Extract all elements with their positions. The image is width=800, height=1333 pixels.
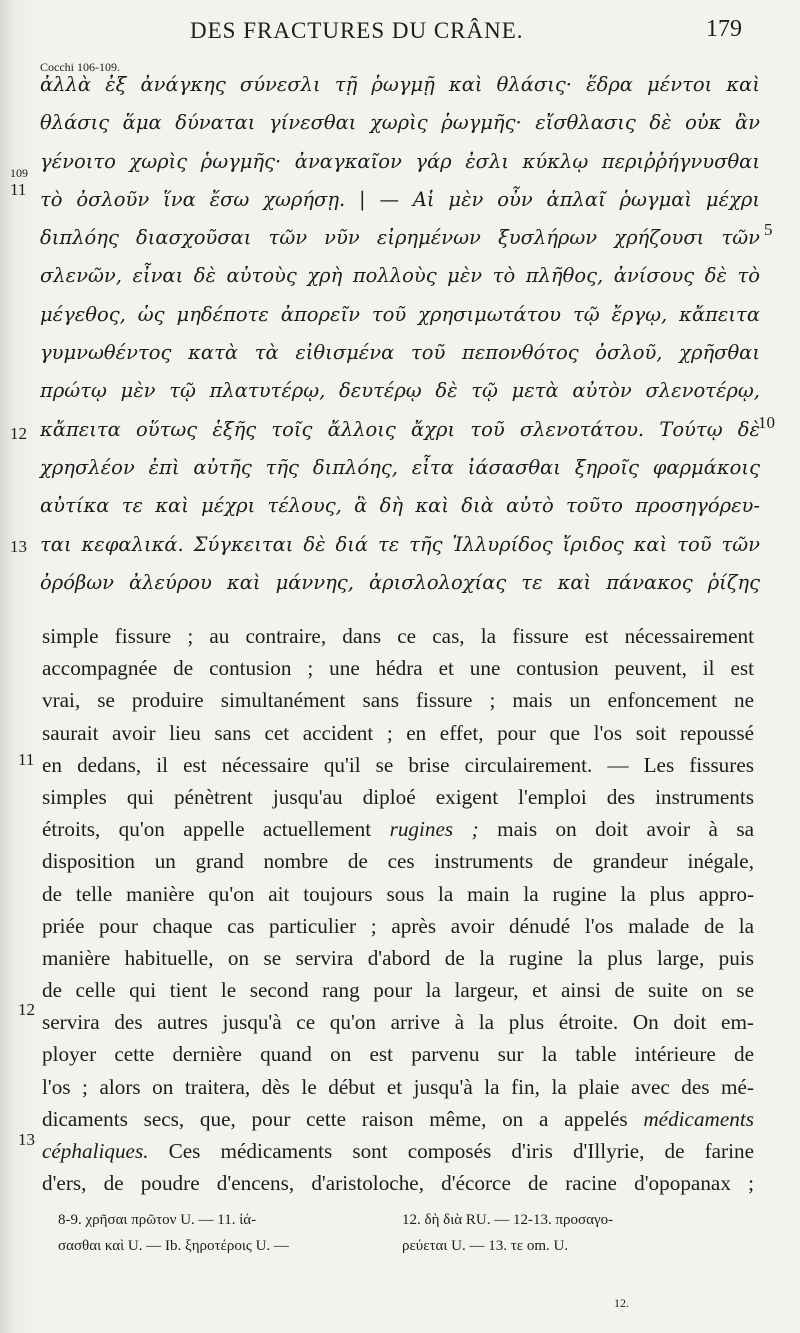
french-line	[42, 1103, 754, 1135]
french-line: disposition un grand nombre de ces instruments de grandeur inégale,	[42, 849, 754, 874]
greek-line: θλάσις ἅμα δύναται γίνεσθαι χωρὶς ῥωγμῆς· εἴσθλασις δὲ οὐκ ἂν	[40, 111, 760, 135]
french-line: de telle manière qu'on ait toujours sous la main la rugine la plus appro-	[42, 881, 754, 906]
line-marker-left: 11	[10, 180, 27, 199]
french-line: manière habituelle, on se servira d'abord de la rugine la plus large, puis	[42, 945, 754, 970]
french-line: servira des autres jusqu'à ce qu'on arrive à la plus étroite. On doit em-	[42, 1010, 754, 1035]
italic-term: céphaliques.	[42, 1139, 149, 1163]
greek-line: ται κεφαλικά. Σύγκειται δὲ διά τε τῆς Ἰλλυρίδος ἴριδος καὶ τοῦ τῶν	[40, 532, 760, 556]
italic-term: médicaments	[643, 1106, 754, 1131]
italic-term: rugines ;	[389, 817, 479, 842]
french-line: l'os ; alors on traitera, dès le début et jusqu'à la fin, la plaie avec des mé-	[42, 1074, 754, 1099]
page-number: 179	[706, 16, 742, 42]
greek-line: μέγεθος, ὡς μηδέποτε ἀπορεῖν τοῦ χρησιμωτάτου τῷ ἔργῳ, κἄπειτα	[40, 302, 760, 326]
running-title: DES FRACTURES DU CRÂNE.	[190, 18, 524, 43]
greek-line: πρώτῳ μὲν τῷ πλατυτέρῳ, δευτέρῳ δὲ τῷ μετὰ αὐτὸν σλενοτέρῳ,	[40, 379, 760, 403]
greek-line: χρησλέον ἐπὶ αὐτῆς τῆς διπλόης, εἶτα ἰάσασθαι ξηροῖς φαρμάκοις	[40, 455, 760, 479]
line-count-right: 10	[758, 413, 775, 432]
french-text: Ces médicaments sont composés d'iris d'Illyrie, de farine	[168, 1139, 754, 1163]
french-line: en dedans, il est nécessaire qu'il se brise circulairement. — Les fissures	[42, 752, 754, 777]
line-count-right: 5	[764, 220, 773, 239]
french-line: saurait avoir lieu sans cet accident ; en effet, pour que l'os soit repoussé	[42, 720, 754, 745]
footnote-line: 12. δὴ διὰ RU. — 12-13. προσαγο-	[402, 1212, 614, 1228]
footnote-line: ρεύεται U. — 13. τε om. U.	[402, 1238, 569, 1254]
french-line: priée pour chaque cas particulier ; après avoir dénudé l'os malade de la	[42, 913, 754, 938]
french-line: d'ers, de poudre d'encens, d'aristoloche, d'écorce de racine d'opopanax ;	[42, 1171, 754, 1196]
footnote-line: 8-9. χρῆσαι πρῶτον U. — 11. ἰά-	[58, 1212, 257, 1228]
greek-line: διπλόης διασχοῦσαι τῶν νῦν εἰρημένων ξυσλήρων χρήζουσι τῶν	[40, 226, 760, 250]
french-translation-block	[42, 620, 754, 1199]
french-line: accompagnée de contusion ; une hédra et une contusion peuvent, il est	[42, 656, 754, 681]
greek-line: γένοιτο χωρὶς ῥωγμῆς· ἀναγκαῖον γάρ ἐσλι κύκλῳ περιῤῥήγνυσθαι	[40, 149, 760, 173]
french-line	[42, 1135, 754, 1167]
french-text: dicaments secs, que, pour cette raison même, on a appelés	[42, 1106, 628, 1131]
french-line	[42, 813, 754, 845]
french-line: vrai, se produire simultanément sans fissure ; mais un enfoncement ne	[42, 688, 754, 713]
french-line: simple fissure ; au contraire, dans ce cas, la fissure est nécessairement	[42, 624, 754, 648]
edition-citation: Cocchi 106-109.	[40, 60, 120, 74]
signature-mark: 12.	[614, 1296, 629, 1310]
greek-line: γυμνωθέντος κατὰ τὰ εἰθισμένα τοῦ πεπονθότος ὀσλοῦ, χρῆσθαι	[40, 341, 760, 365]
french-line: ployer cette dernière quand on est parvenu sur la table intérieure de	[42, 1042, 754, 1067]
line-marker-left: 13	[18, 1130, 35, 1149]
line-marker-left: 12	[18, 1000, 35, 1019]
greek-line: αὐτίκα τε καὶ μέχρι τέλους, ἃ δὴ καὶ διὰ αὐτὸ τοῦτο προσηγόρευ-	[40, 494, 760, 518]
running-header	[40, 16, 760, 50]
greek-line: κἄπειτα οὕτως ἑξῆς τοῖς ἄλλοις ἄχρι τοῦ σλενοτάτου. Τούτῳ δὲ	[40, 417, 760, 441]
french-line: simples qui pénètrent jusqu'au diploé exigent l'emploi des instruments	[42, 784, 754, 809]
greek-text-block	[40, 66, 760, 602]
greek-line: τὸ ὀσλοῦν ἵνα ἔσω χωρήσῃ. | — Αἱ μὲν οὖν ἁπλαῖ ῥωγμαὶ μέχρι	[40, 187, 760, 211]
line-marker-left: 11	[18, 750, 35, 769]
greek-line: ὀρόβων ἀλεύρου καὶ μάννης, ἀρισλολοχίας τε καὶ πάνακος ῥίζης	[40, 570, 760, 594]
line-marker-left: 12	[10, 424, 27, 443]
greek-line: σλενῶν, εἶναι δὲ αὐτοὺς χρὴ πολλοὺς μὲν τὸ πλῆθος, ἀνίσους δὲ τὸ	[40, 264, 760, 288]
edition-page-marker: 109	[10, 166, 28, 180]
line-marker-left: 13	[10, 537, 27, 556]
footnote-line: σασθαι καὶ U. — Ib. ξηροτέροις U. —	[58, 1238, 289, 1254]
french-line: de celle qui tient le second rang pour la largeur, et ainsi de suite on se	[42, 978, 754, 1003]
french-text: mais on doit avoir à sa	[497, 817, 755, 842]
french-text: étroits, qu'on appelle actuellement	[42, 817, 372, 842]
greek-line: ἀλλὰ ἐξ ἀνάγκης σύνεσλι τῇ ῥωγμῇ καὶ θλάσις· ἕδρα μέντοι καὶ	[40, 73, 760, 96]
